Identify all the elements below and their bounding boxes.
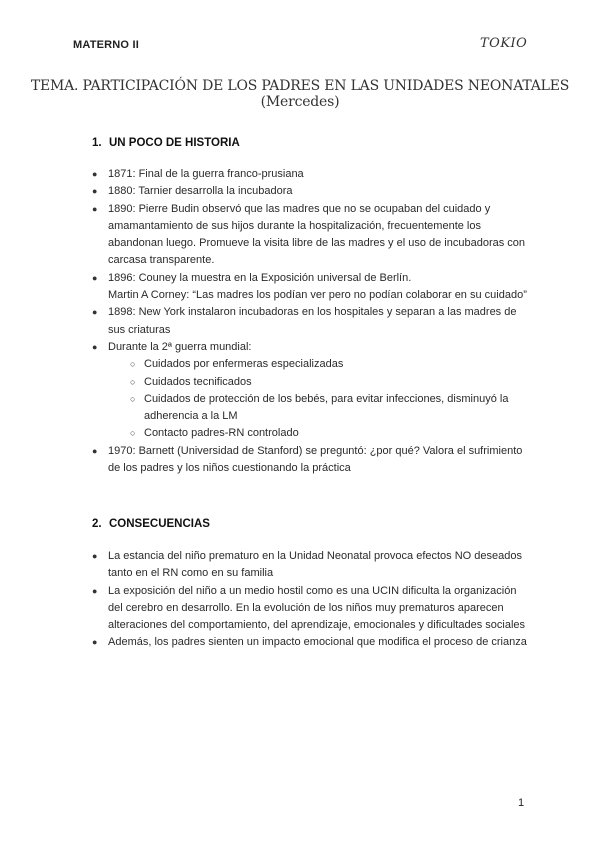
sub-list-item: ○ Cuidados tecnificados — [92, 374, 532, 391]
sub-list-item: ○ Cuidados por enfermeras especializadas — [92, 356, 532, 373]
quote-text: Martin A Corney: “Las madres los podían ver pero no podían colaborar en su cuidado” — [108, 289, 527, 302]
bullet-icon: ● — [92, 307, 98, 318]
section-heading-history — [92, 137, 240, 149]
hollow-bullet-icon: ○ — [130, 376, 136, 387]
list-item: ● Además, los padres sienten un impacto emocional que modifica el proceso de crianza — [92, 634, 532, 651]
list-item: ● 1898: New York instalaron incubadoras en los hospitales y separan a las madres de sus criaturas — [92, 306, 517, 336]
hollow-bullet-icon: ○ — [130, 393, 136, 404]
section-heading-text: UN POCO DE HISTORIA — [109, 137, 240, 149]
bullet-icon: ● — [92, 203, 98, 214]
list-item: ● La estancia del niño prematuro en la Unidad Neonatal provoca efectos NO deseados tanto en el RN como en su familia — [92, 550, 522, 580]
bullet-icon: ● — [92, 637, 98, 648]
sub-list-item: ○ Contacto padres-RN controlado — [92, 425, 532, 442]
list-item: ● 1880: Tarnier desarrolla la incubadora — [92, 183, 532, 200]
hollow-bullet-icon: ○ — [130, 428, 136, 439]
bullet-icon: ● — [92, 186, 98, 197]
bullet-icon: ● — [92, 585, 98, 596]
bullet-icon: ● — [92, 551, 98, 561]
page-number: 1 — [518, 797, 525, 809]
document-header-subject: MATERNO II — [73, 39, 139, 51]
document-header-tag: TOKIO — [480, 36, 528, 51]
bullet-icon: ● — [92, 169, 98, 179]
bullet-icon: ● — [92, 341, 98, 352]
list-item: ● Durante la 2ª guerra mundial: — [92, 339, 532, 356]
section-number: 2. — [92, 518, 102, 530]
sub-list-item: ○ Cuidados de protección de los bebés, para evitar infecciones, disminuyó la adherencia a la LM — [130, 392, 509, 423]
list-item: ● 1890: Pierre Budin observó que las madres que no se ocupaban del cuidado y amamantamiento de sus hijos durante la hospitalización, frecuentemente los abandonan luego. Promueve la visita libre de las madres y el uso de incubadoras con carcasa transparente. — [92, 202, 526, 267]
bullet-icon: ● — [92, 445, 98, 456]
bullet-icon: ● — [92, 272, 98, 283]
consequences-list — [92, 548, 532, 652]
document-title: TEMA. PARTICIPACIÓN DE LOS PADRES EN LAS UNIDADES NEONATALES (Mercedes) — [30, 78, 570, 110]
list-item: ● La exposición del niño a un medio hostil como es una UCIN dificulta la organización del cerebro en desarrollo. En la evolución de los niños muy prematuros aparecen alteraciones del comportamiento, del aprendizaje, emocionales y dificultades sociales — [92, 584, 526, 632]
section-heading-text: CONSECUENCIAS — [109, 518, 210, 530]
list-item: ● 1871: Final de la guerra franco-prusiana — [92, 166, 532, 183]
list-item: ● 1896: Couney la muestra en la Exposición universal de Berlín. Martin A Corney: “Las madres los podían ver pero no podían colaborar en su cuidado” — [92, 270, 532, 305]
list-item: ● 1970: Barnett (Universidad de Stanford) se preguntó: ¿por qué? Valora el sufrimiento de los padres y los niños cuestionando la práctica — [92, 444, 523, 475]
history-list — [92, 166, 532, 477]
hollow-bullet-icon: ○ — [130, 359, 136, 370]
section-heading-consequences — [92, 518, 210, 530]
section-number: 1. — [92, 137, 102, 149]
